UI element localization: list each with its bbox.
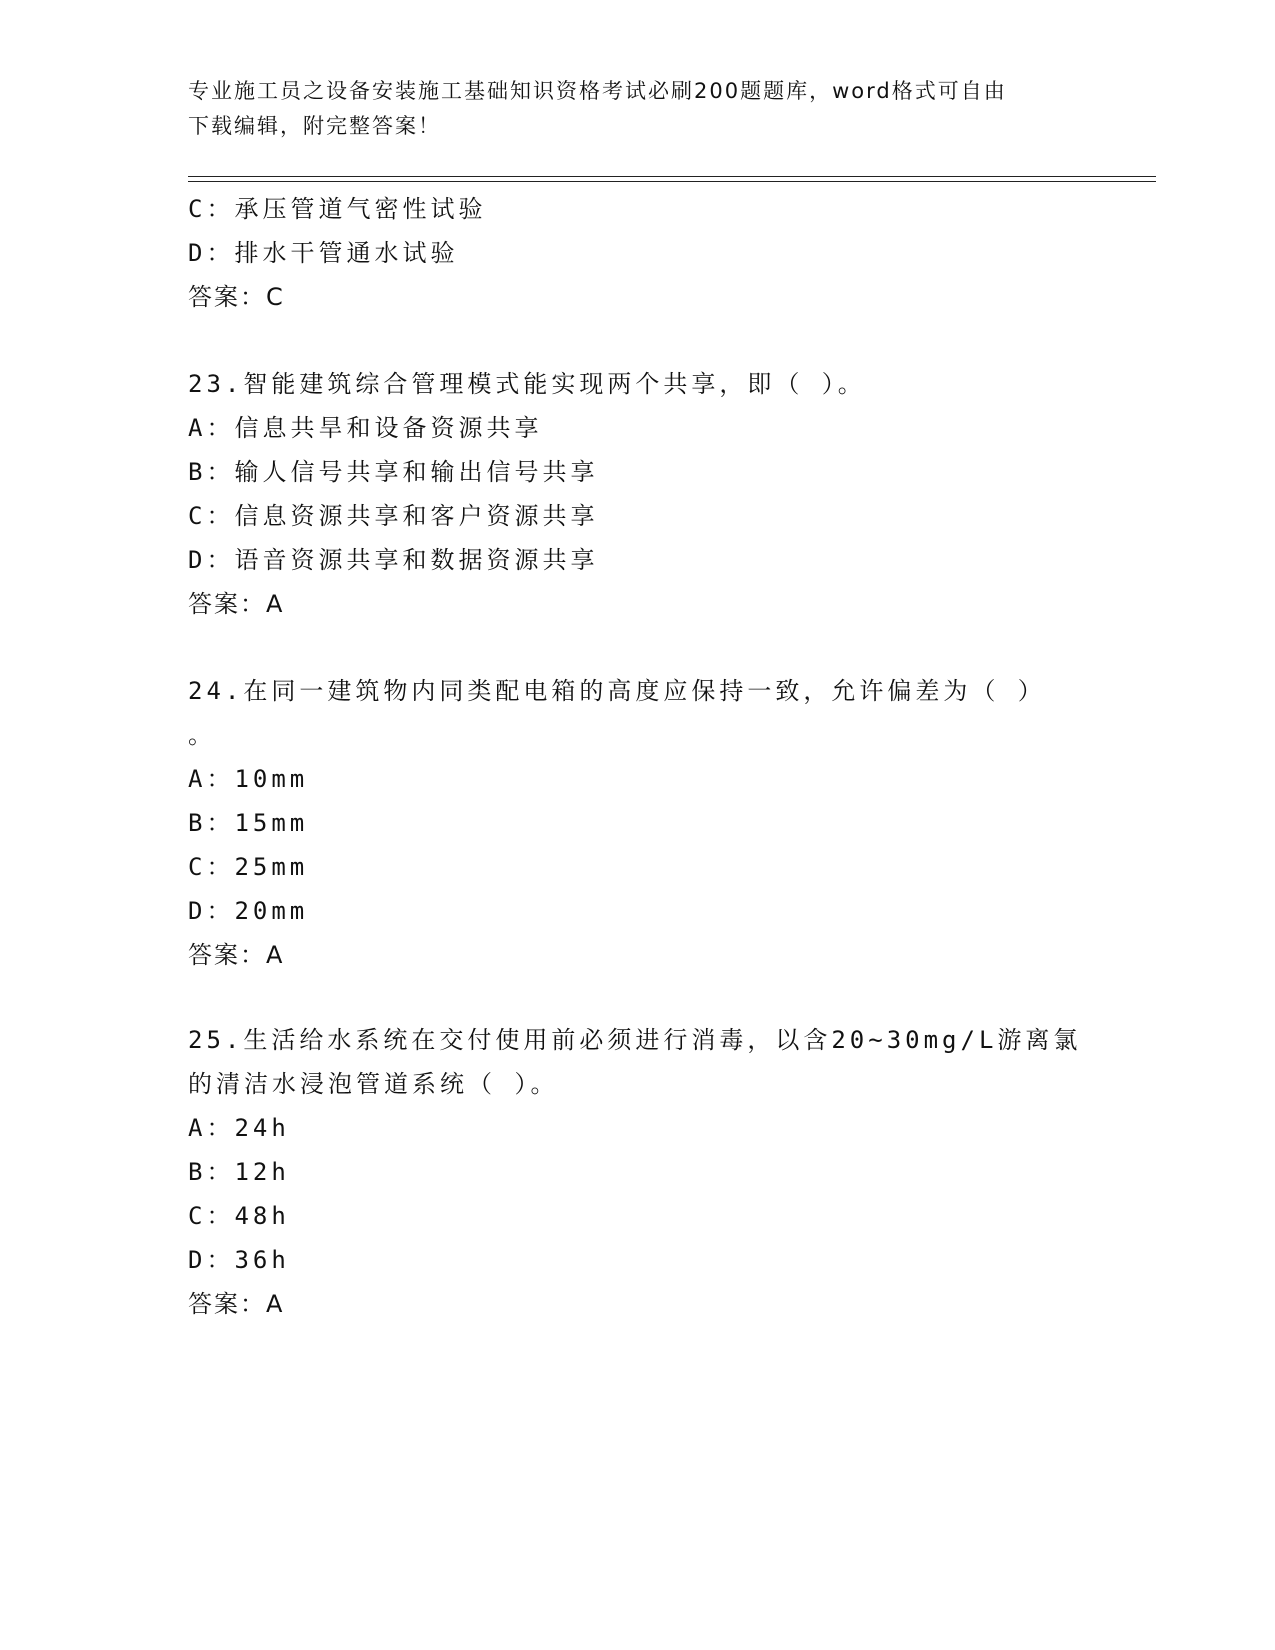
q24-option-d: D：20mm <box>188 897 309 925</box>
q25-option-c: C：48h <box>188 1202 290 1230</box>
q25-option-b: B：12h <box>188 1158 290 1186</box>
q25-option-a: A：24h <box>188 1114 290 1142</box>
q25-option-d: D：36h <box>188 1246 290 1274</box>
q23-option-a: A：信息共旱和设备资源共享 <box>188 414 543 442</box>
q25-stem-line-2: 的清洁水浸泡管道系统（ ）。 <box>188 1070 559 1098</box>
header-rule-top <box>188 176 1156 177</box>
q25-stem-line-1: 25.生活给水系统在交付使用前必须进行消毒，以含20~30mg/L游离氯 <box>188 1026 1082 1054</box>
q23-stem: 23.智能建筑综合管理模式能实现两个共享，即（ ）。 <box>188 370 866 398</box>
q22-option-c: C：承压管道气密性试验 <box>188 195 487 223</box>
q24-stem-line-1: 24.在同一建筑物内同类配电箱的高度应保持一致，允许偏差为（ ） <box>188 677 1046 705</box>
q24-option-a: A：10mm <box>188 765 309 793</box>
q23-option-b: B：输人信号共享和输出信号共享 <box>188 458 599 486</box>
q24-stem-line-2: 。 <box>188 721 216 749</box>
header-line-2: 下载编辑，附完整答案！ <box>188 114 441 138</box>
document-header <box>188 74 1078 144</box>
q22-option-d: D：排水干管通水试验 <box>188 239 459 267</box>
header-line-1: 专业施工员之设备安装施工基础知识资格考试必刷200题题库，word格式可自由 <box>188 79 1007 103</box>
q23-answer: 答案：A <box>188 590 285 618</box>
q24-option-c: C：25mm <box>188 853 309 881</box>
q22-answer: 答案：C <box>188 283 285 311</box>
q23-option-d: D：语音资源共享和数据资源共享 <box>188 546 599 574</box>
q23-option-c: C：信息资源共享和客户资源共享 <box>188 502 599 530</box>
q24-answer: 答案：A <box>188 941 285 969</box>
q24-option-b: B：15mm <box>188 809 309 837</box>
header-rule-bottom <box>188 181 1156 182</box>
q25-answer: 答案：A <box>188 1290 285 1318</box>
